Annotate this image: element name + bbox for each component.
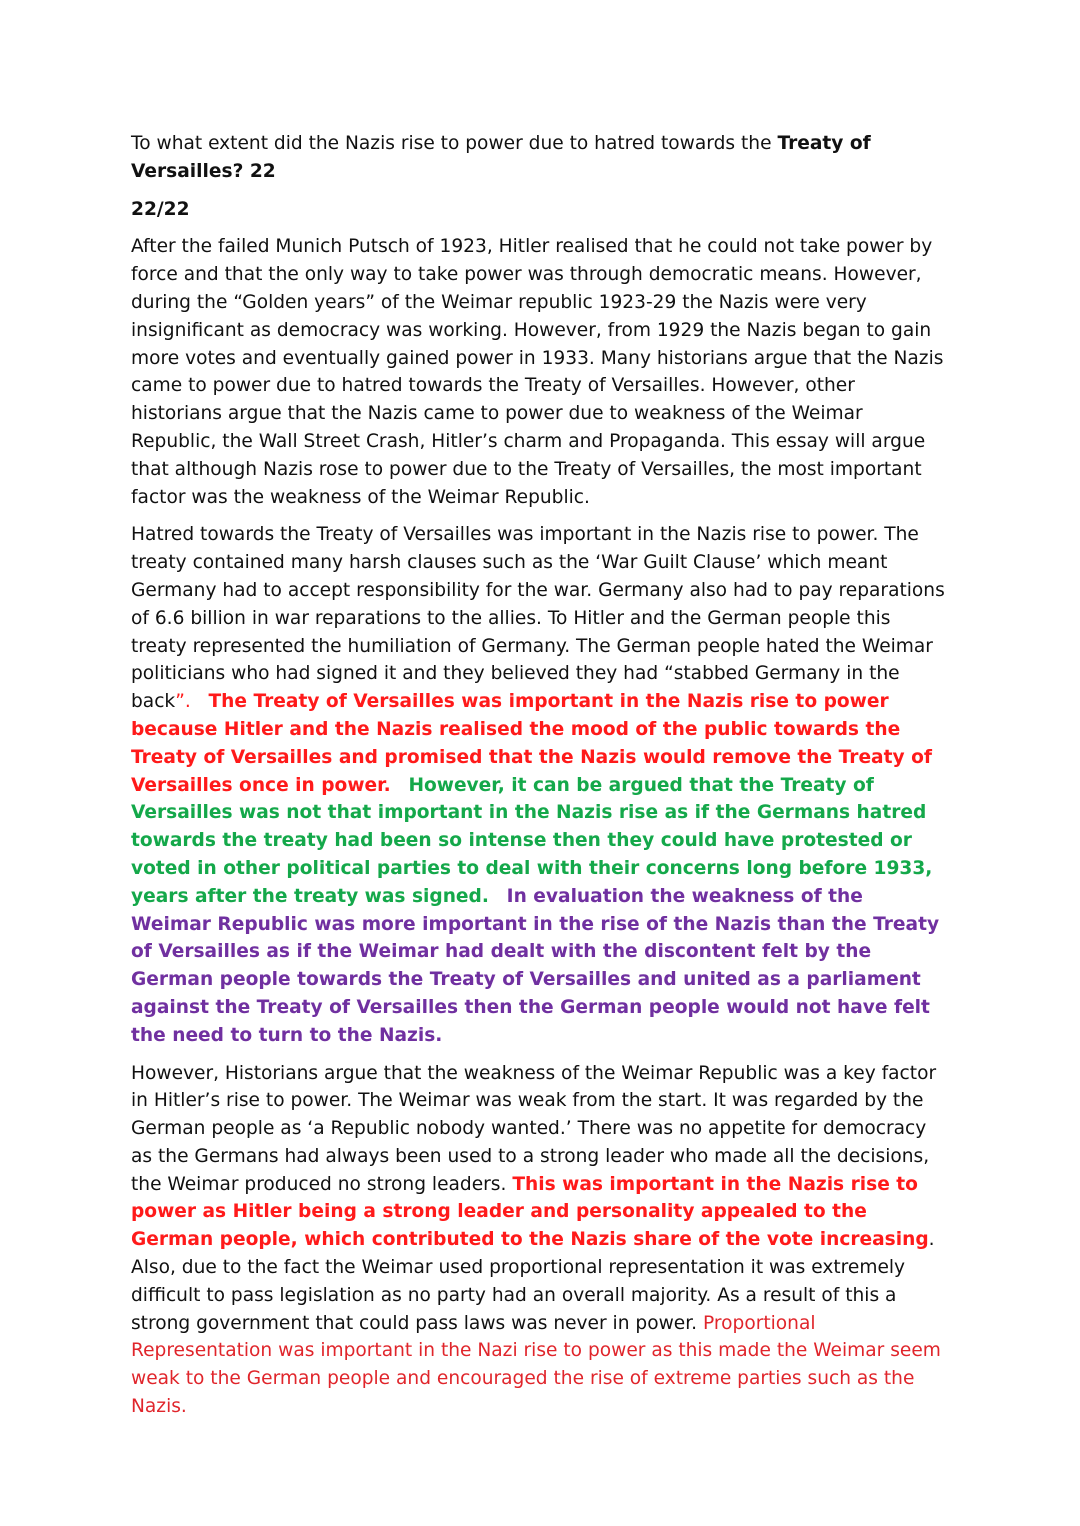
weimar-pr-point: Also, due to the fact the Weimar used proportional representation it was extremely difficult to pass legislation as no party had an overall majority. As a result of this a strong government that could pass laws was never in power.: [131, 1257, 906, 1334]
treaty-evaluation: In evaluation the weakness of the Weimar Republic was more important in the rise of the Nazis than the Treaty of Versailles as if the Weimar had dealt with the discontent felt by the German people towards the Treaty of Versailles and united as a parliament against the Treaty of Versailles then the German people would not have felt the need to turn to the Nazis.: [131, 885, 940, 1046]
treaty-explanation: The Treaty of Versailles was important in the Nazis rise to power because Hitler and the Nazis realised the mood of the public towards the Treaty of Versailles and promised that the Nazis would remove the Treaty of Versailles once in power.: [131, 691, 932, 796]
essay-question-bold: Treaty of Versailles? 22: [131, 133, 871, 182]
paragraph-treaty: [131, 521, 949, 1049]
essay-page: [131, 130, 949, 1431]
treaty-quote-close: ”.: [175, 691, 191, 713]
paragraph-weimar: [131, 1060, 949, 1421]
weimar-pr-explanation: Proportional Representation was important in the Nazi rise to power as this made the Weimar seem weak to the German people and encouraged the rise of extreme parties such as the Nazis.: [131, 1312, 941, 1418]
paragraph-introduction: [131, 233, 949, 511]
weimar-point: However, Historians argue that the weakness of the Weimar Republic was a key factor in Hitler’s rise to power. The Weimar was weak from the start. It was regarded by the German people as ‘a Republic nobody wanted.’ There was no appetite for democracy as the Germans had always been used to a strong leader who made all the decisions, the Weimar produced no strong leaders.: [131, 1062, 937, 1195]
weimar-explanation: This was important in the Nazis rise to power as Hitler being a strong leader and personality appealed to the German people, which contributed to the Nazis share of the vote increasing: [131, 1173, 929, 1251]
treaty-point: Hatred towards the Treaty of Versailles was important in the Nazis rise to power. The treaty contained many harsh clauses such as the ‘War Guilt Clause’ which meant Germany had to accept responsibility for the war. Germany also had to pay reparations of 6.6 billion in war reparations to the allies. To Hitler and the German people this treaty represented the humiliation of Germany. The German people hated the Weimar politicians who had signed it and they believed they had “stabbed Germany in the back: [131, 524, 945, 713]
intro-text: After the failed Munich Putsch of 1923, Hitler realised that he could not take power by force and that the only way to take power was through democratic means. However, during the “Golden years” of the Weimar republic 1923-29 the Nazis were very insignificant as democracy was working. However, from 1929 the Nazis began to gain more votes and eventually gained power in 1933. Many historians argue that the Nazis came to power due to hatred towards the Treaty of Versailles. However, other historians argue that the Nazis came to power due to weakness of the Weimar Republic, the Wall Street Crash, Hitler’s charm and Propaganda. This essay will argue that although Nazis rose to power due to the Treaty of Versailles, the most important factor was the weakness of the Weimar Republic.: [131, 236, 944, 508]
essay-question-text: To what extent did the Nazis rise to power due to hatred towards the: [131, 133, 778, 154]
score-mark: 22/22: [131, 198, 190, 220]
treaty-counterargument: However, it can be argued that the Treaty of Versailles was not that important in the Nazis rise as if the Germans hatred towards the treaty had been so intense then they could have protested or voted in other political parties to deal with their concerns long before 1933, years after the treaty was signed.: [131, 774, 933, 907]
essay-question: [131, 130, 949, 186]
weimar-explanation-end: .: [928, 1229, 935, 1251]
